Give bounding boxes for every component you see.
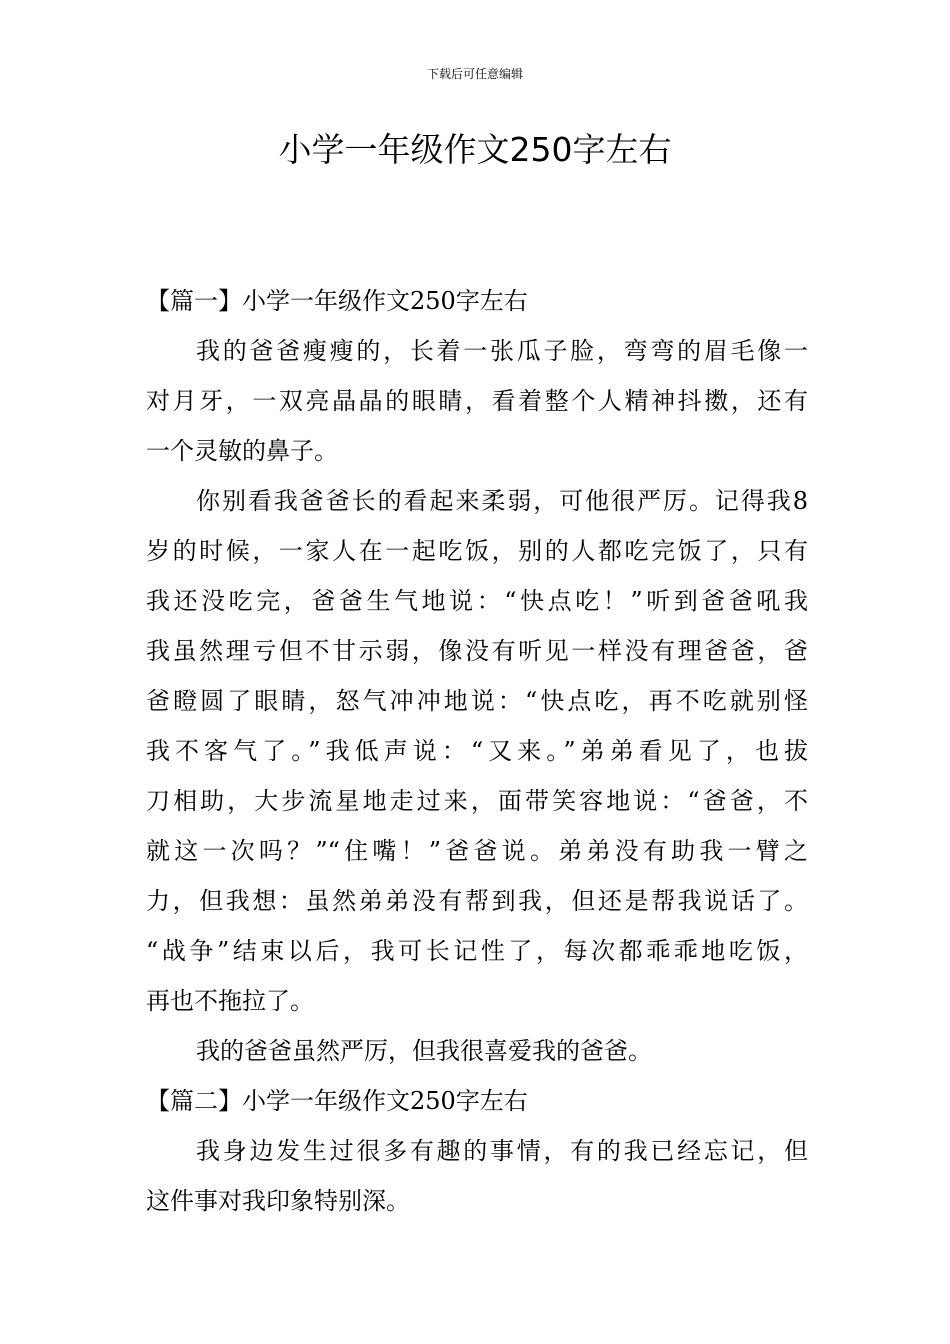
- text-line: 一个灵敏的鼻子。: [146, 437, 338, 465]
- document-title: 小学一年级作文250字左右: [278, 130, 672, 169]
- text-line: 我的爸爸瘦瘦的，长着一张瓜子脸，弯弯的眉毛像一: [196, 337, 808, 365]
- text-line: 爸瞪圆了眼睛，怒气冲冲地说：“快点吃，再不吃就别怪: [146, 687, 808, 715]
- text-line: 岁的时候，一家人在一起吃饭，别的人都吃完饭了，只有: [146, 537, 808, 565]
- text-line: 刀相助，大步流星地走过来，面带笑容地说：“爸爸，不: [146, 787, 808, 815]
- text-line: 你别看我爸爸长的看起来柔弱，可他很严厉。记得我8: [196, 487, 808, 515]
- header-note: 下载后可任意编辑: [426, 67, 523, 81]
- text-line: 这件事对我印象特别深。: [146, 1187, 410, 1215]
- text-line: 【篇二】小学一年级作文250字左右: [146, 1087, 528, 1115]
- text-line: 再也不拖拉了。: [146, 987, 314, 1015]
- text-line: 我还没吃完，爸爸生气地说：“快点吃！”听到爸爸吼我: [146, 587, 808, 615]
- text-line: “战争”结束以后，我可长记性了，每次都乖乖地吃饭，: [146, 937, 808, 965]
- text-line: 【篇一】小学一年级作文250字左右: [146, 287, 528, 315]
- text-line: 我不客气了。”我低声说：“又来。”弟弟看见了，也拔: [146, 737, 808, 765]
- text-line: 我虽然理亏但不甘示弱，像没有听见一样没有理爸爸，爸: [146, 637, 808, 665]
- article-body: [146, 276, 808, 1226]
- text-line: 就这一次吗？”“住嘴！”爸爸说。弟弟没有助我一臂之: [146, 837, 808, 865]
- text-line: 我的爸爸虽然严厉，但我很喜爱我的爸爸。: [196, 1037, 652, 1065]
- text-line: 对月牙，一双亮晶晶的眼睛，看着整个人精神抖擞，还有: [146, 387, 808, 415]
- text-line: 力，但我想：虽然弟弟没有帮到我，但还是帮我说话了。: [146, 887, 808, 915]
- text-line: 我身边发生过很多有趣的事情，有的我已经忘记，但: [196, 1137, 808, 1165]
